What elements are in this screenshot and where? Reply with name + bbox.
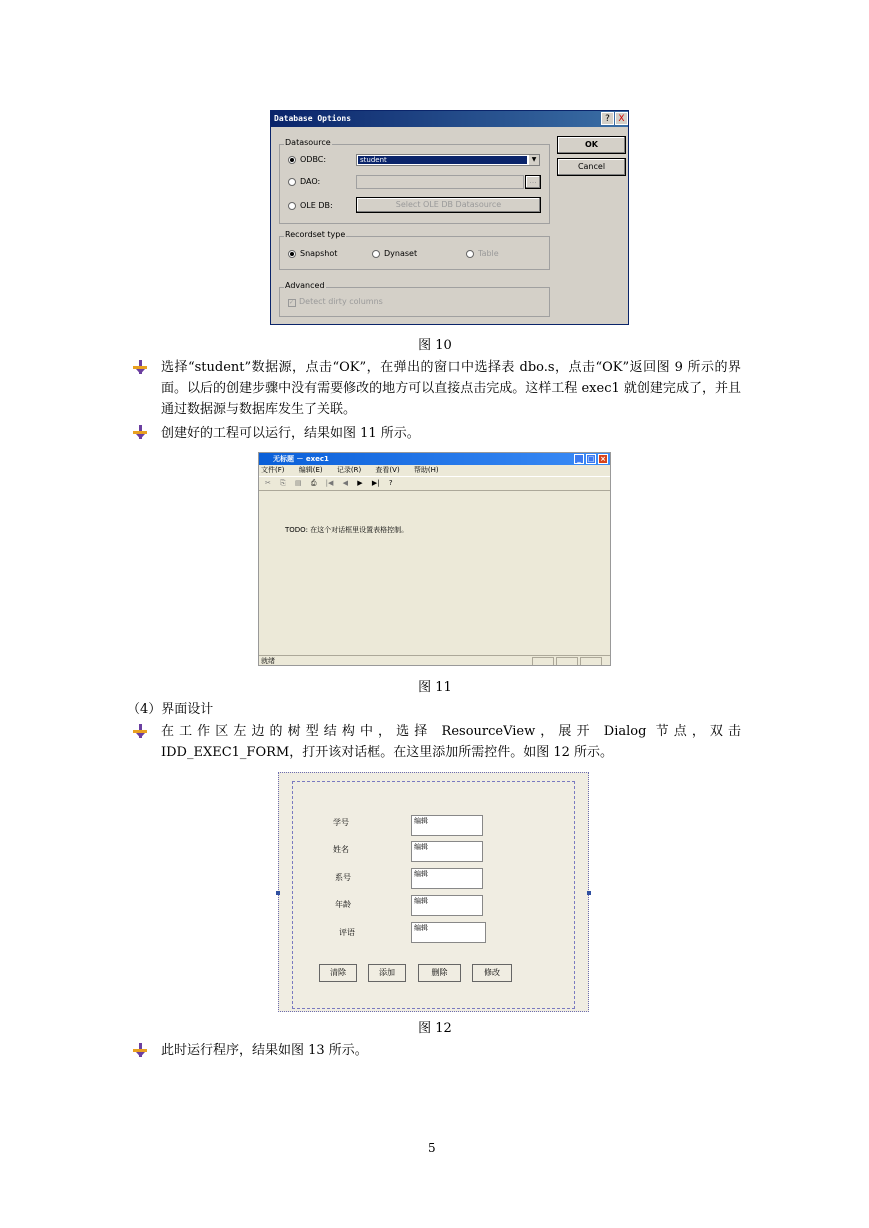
bullet-icon <box>133 724 147 738</box>
radio-icon <box>466 250 474 258</box>
menu-edit[interactable]: 编辑(E) <box>298 466 323 474</box>
edit-age[interactable]: 编辑 <box>411 895 483 916</box>
label-name: 姓名 <box>333 845 349 854</box>
dao-browse-button[interactable]: ... <box>525 175 541 189</box>
clear-button[interactable]: 清除 <box>319 964 357 982</box>
radio-icon <box>372 250 380 258</box>
maximize-icon[interactable]: □ <box>587 455 595 463</box>
advanced-legend: Advanced <box>285 281 325 290</box>
paste-icon[interactable]: ▤ <box>294 479 302 487</box>
odbc-radio[interactable]: ODBC: <box>288 155 326 164</box>
figure-10-caption: 图 10 <box>418 338 452 353</box>
label-age: 年龄 <box>335 900 351 909</box>
status-text: 就绪 <box>261 657 275 665</box>
section-heading: （4）界面设计 <box>127 702 214 717</box>
radio-icon <box>288 178 296 186</box>
database-options-dialog <box>270 110 629 325</box>
radio-selected-icon <box>288 250 296 258</box>
window-title: 无标题 － exec1 _ □ × <box>259 453 610 465</box>
oledb-radio[interactable]: OLE DB: <box>288 201 333 210</box>
datasource-legend: Datasource <box>285 138 331 147</box>
page-number: 5 <box>428 1141 436 1155</box>
checkbox-icon: ✓ <box>289 299 295 306</box>
paragraph-3: 在工作区左边的树型结构中，选择 ResourceView，展开 Dialog 节点，双击 IDD_EXEC1_FORM，打开该对话框。在这里添加所需控件。如图 12 所示。 <box>161 724 741 760</box>
print-icon[interactable]: ⎙ <box>310 479 317 487</box>
label-dept-id: 系号 <box>335 873 351 882</box>
paragraph-2: 创建好的工程可以运行，结果如图 11 所示。 <box>161 426 420 441</box>
close-icon[interactable]: × <box>598 454 608 464</box>
toolbar <box>259 476 610 491</box>
help-button[interactable]: ? <box>601 112 614 125</box>
modify-button[interactable]: 修改 <box>472 964 512 982</box>
last-record-icon[interactable]: ▶| <box>371 479 380 487</box>
first-record-icon[interactable]: |◀ <box>325 479 334 487</box>
cancel-button[interactable]: Cancel <box>557 158 626 176</box>
todo-text: TODO: 在这个对话框里设置表格控制。 <box>285 526 409 534</box>
add-button[interactable]: 添加 <box>368 964 406 982</box>
minimize-icon[interactable]: _ <box>574 454 584 464</box>
advanced-group <box>279 281 550 317</box>
dao-radio[interactable]: DAO: <box>288 177 320 186</box>
ok-button[interactable]: OK <box>557 136 626 154</box>
next-record-icon[interactable]: ▶ <box>357 479 363 487</box>
label-comment: 评语 <box>339 928 355 937</box>
menu-view[interactable]: 查看(V) <box>375 466 400 474</box>
exec1-window <box>258 452 611 666</box>
cut-icon[interactable]: ✂ <box>265 479 271 487</box>
select-oledb-button[interactable]: Select OLE DB Datasource <box>356 197 541 213</box>
paragraph-4: 此时运行程序，结果如图 13 所示。 <box>161 1043 368 1058</box>
resize-handle-icon[interactable] <box>587 891 591 895</box>
status-pane <box>580 657 602 666</box>
detect-dirty-checkbox[interactable]: ✓ Detect dirty columns <box>289 297 383 306</box>
edit-name[interactable]: 编辑 <box>411 841 483 862</box>
delete-button[interactable]: 删除 <box>418 964 461 982</box>
label-student-id: 学号 <box>333 818 349 827</box>
edit-comment[interactable]: 编辑 <box>411 922 486 943</box>
bullet-icon <box>133 1043 147 1057</box>
bullet-icon <box>133 360 147 374</box>
dialog-title: Database Options <box>271 111 628 127</box>
recordset-group <box>279 230 550 270</box>
status-pane <box>532 657 554 666</box>
form-design-canvas <box>278 772 589 1012</box>
edit-dept-id[interactable]: 编辑 <box>411 868 483 889</box>
figure-12-caption: 图 12 <box>418 1021 452 1036</box>
paragraph-1: 选择“student”数据源，点击“OK”，在弹出的窗口中选择表 dbo.s，点击“OK”返回图 9 所示的界面。以后的创建步骤中没有需要修改的地方可以直接点击完成。这样工程 exec1 就创建完成了，并且通过数据源与数据库发生了关联。 <box>161 360 741 417</box>
recordset-legend: Recordset type <box>285 230 346 239</box>
radio-selected-icon <box>288 156 296 164</box>
status-pane <box>556 657 578 666</box>
odbc-selected-value: student <box>358 156 527 164</box>
resize-handle-icon[interactable] <box>276 891 280 895</box>
about-icon[interactable]: ? <box>388 479 393 487</box>
dao-field <box>356 175 524 189</box>
chevron-down-icon[interactable]: ▼ <box>529 155 539 165</box>
snapshot-radio[interactable]: Snapshot <box>288 249 337 258</box>
radio-icon <box>288 202 296 210</box>
menu-help[interactable]: 帮助(H) <box>413 466 439 474</box>
status-bar <box>259 655 610 665</box>
dynaset-radio[interactable]: Dynaset <box>372 249 417 258</box>
odbc-select[interactable] <box>356 154 540 166</box>
menu-file[interactable]: 文件(F) <box>261 466 285 474</box>
close-button[interactable]: X <box>615 112 628 125</box>
edit-student-id[interactable]: 编辑 <box>411 815 483 836</box>
bullet-icon <box>133 425 147 439</box>
datasource-group <box>279 138 550 224</box>
figure-11-caption: 图 11 <box>418 680 452 695</box>
menu-record[interactable]: 记录(R) <box>336 466 362 474</box>
menu-bar <box>259 465 610 476</box>
copy-icon[interactable]: ⎘ <box>280 479 286 487</box>
table-radio[interactable]: Table <box>466 249 499 258</box>
prev-record-icon[interactable]: ◀ <box>342 479 349 487</box>
